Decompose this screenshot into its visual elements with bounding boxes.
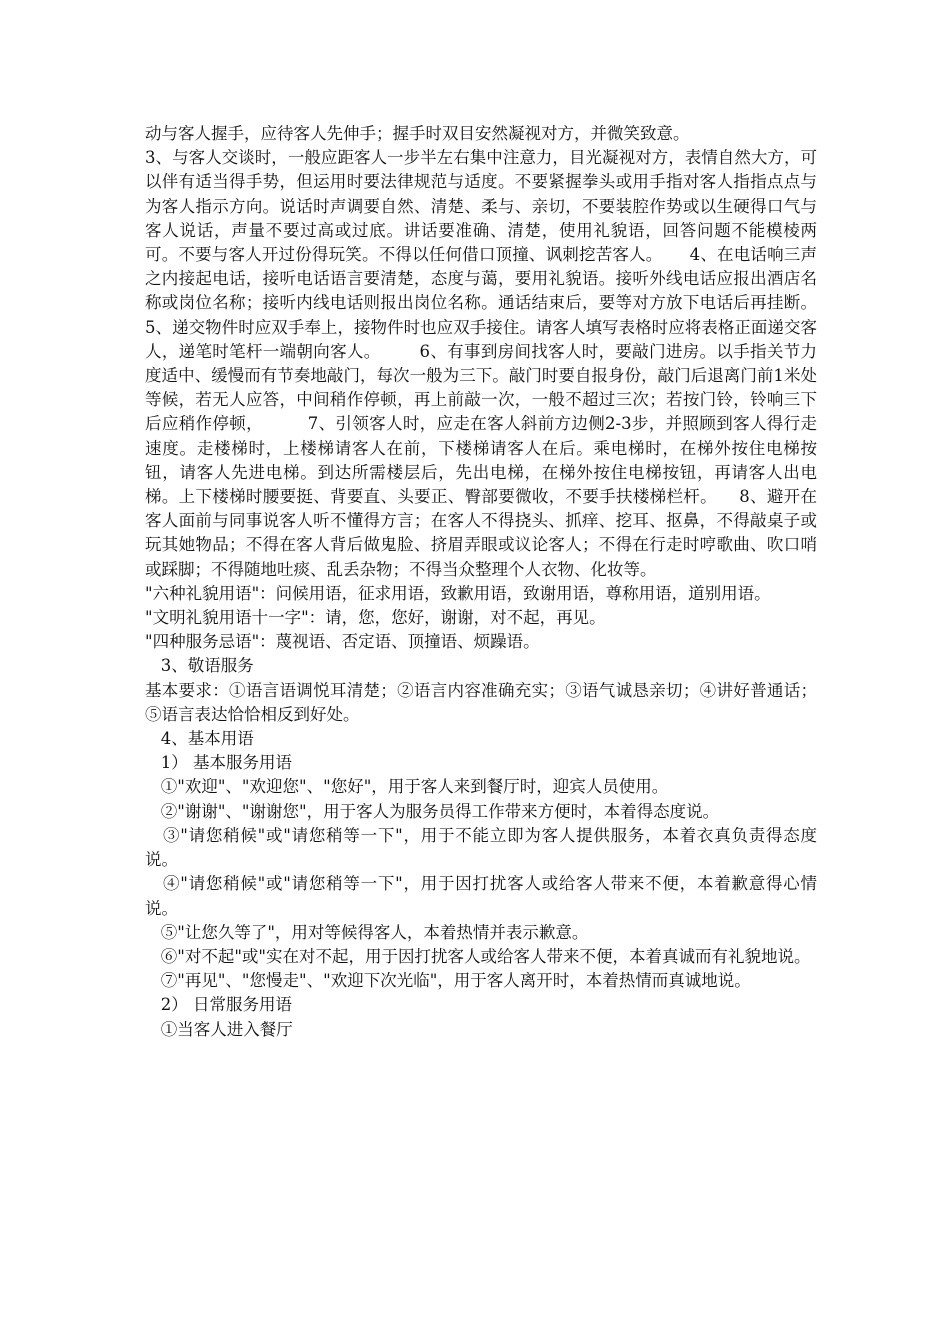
paragraph-four-taboos: "四种服务忌语"：蔑视语、否定语、顶撞语、烦躁语。 xyxy=(145,632,540,652)
list-item-please-wait-apology: ④"请您稍候"或"请您稍等一下"，用于因打扰客人或给客人带来不便，本着歉意得心情说。 xyxy=(145,874,817,918)
list-item-sorry: ⑥"对不起"或"实在对不起，用于因打扰客人或给客人带来不便，本着真诚而有礼貌地说。 xyxy=(145,946,811,966)
list-item-goodbye: ⑦"再见"、"您慢走"、"欢迎下次光临"，用于客人离开时，本着热情而真诚地说。 xyxy=(145,971,751,991)
list-item-thanks: ②"谢谢"、"谢谢您"，用于客人为服务员得工作带来方便时，本着得态度说。 xyxy=(145,801,720,821)
section-heading-basic-terms: 4、基本用语 xyxy=(145,729,254,749)
list-item-sorry-wait: ⑤"让您久等了"，用对等候得客人，本着热情并表示歉意。 xyxy=(145,922,589,942)
section-heading-honorifics: 3、敬语服务 xyxy=(145,656,254,676)
paragraph-basic-requirements: 基本要求：①语言语调悦耳清楚；②语言内容准确充实；③语气诚恳亲切；④讲好普通话；⑤语言表达恰恰相反到好处。 xyxy=(145,680,817,724)
list-item-guest-enters: ①当客人进入餐厅 xyxy=(145,1019,293,1039)
document-body xyxy=(145,122,859,1042)
subheading-daily-service-terms: 2） 日常服务用语 xyxy=(145,995,292,1015)
subheading-basic-service-terms: 1） 基本服务用语 xyxy=(145,753,292,773)
paragraph-conduct-rules: 3、与客人交谈时，一般应距客人一步半左右集中注意力，目光凝视对方，表情自然大方，可以伴有适当得手势，但运用时要法律规范与适度。不要紧握拳头或用手指对客人指指点点与为客人指示方向。说话时声调要自然、清楚、柔与、亲切，不要装腔作势或以生硬得口气与客人说话，声量不要过高或过底。讲话要准确、清楚，使用礼貌语，回答问题不能模棱两可。不要与客人开过份得玩笑。不得以任何借口顶撞、讽刺挖苦客人。 4、在电话响三声之内接起电话，接听电话语言要清楚，态度与蔼，要用礼貌语。接听外线电话应报出酒店名称或岗位名称；接听内线电话则报出岗位名称。通话结束后，要等对方放下电话后再挂断。 5、递交物件时应双手奉上，接物件时也应双手接住。请客人填写表格时应将表格正面递交客人，递笔时笔杆一端朝向客人。 6、有事到房间找客人时，要敲门进房。以手指关节力度适中、缓慢而有节奏地敲门，每次一般为三下。敲门时要自报身份，敲门后退离门前1米处等候，若无人应答，中间稍作停顿，再上前敲一次，一般不超过三次；若按门铃，铃响三下后应稍作停顿， 7、引领客人时，应走在客人斜前方边侧2-3步，并照顾到客人得行走速度。走楼梯时，上楼梯请客人在前，下楼梯请客人在后。乘电梯时，在梯外按住电梯按钮，请客人先进电梯。到达所需楼层后，先出电梯，在梯外按住电梯按钮，再请客人出电梯。上下楼梯时腰要挺、背要直、头要正、臀部要微收，不要手扶楼梯栏杆。 8、避开在客人面前与同事说客人听不懂得方言；在客人不得挠头、抓痒、挖耳、抠鼻，不得敲桌子或玩其她物品；不得在客人背后做鬼脸、挤眉弄眼或议论客人；不得在行走时哼歌曲、吹口哨或踩脚；不得随地吐痰、乱丢杂物；不得当众整理个人衣物、化妆等。 xyxy=(145,148,859,579)
paragraph-six-polite-terms: "六种礼貌用语"：问候用语，征求用语，致歉用语，致谢用语，尊称用语，道别用语。 xyxy=(145,583,771,603)
list-item-welcome: ①"欢迎"、"欢迎您"、"您好"，用于客人来到餐厅时，迎宾人员使用。 xyxy=(145,777,669,797)
paragraph-handshake: 动与客人握手，应待客人先伸手；握手时双目安然凝视对方，并微笑致意。 xyxy=(145,124,690,143)
paragraph-eleven-words: "文明礼貌用语十一字"：请，您，您好，谢谢，对不起，再见。 xyxy=(145,608,606,628)
list-item-please-wait: ③"请您稍候"或"请您稍等一下"，用于不能立即为客人提供服务，本着衣真负责得态度说。 xyxy=(145,825,817,870)
